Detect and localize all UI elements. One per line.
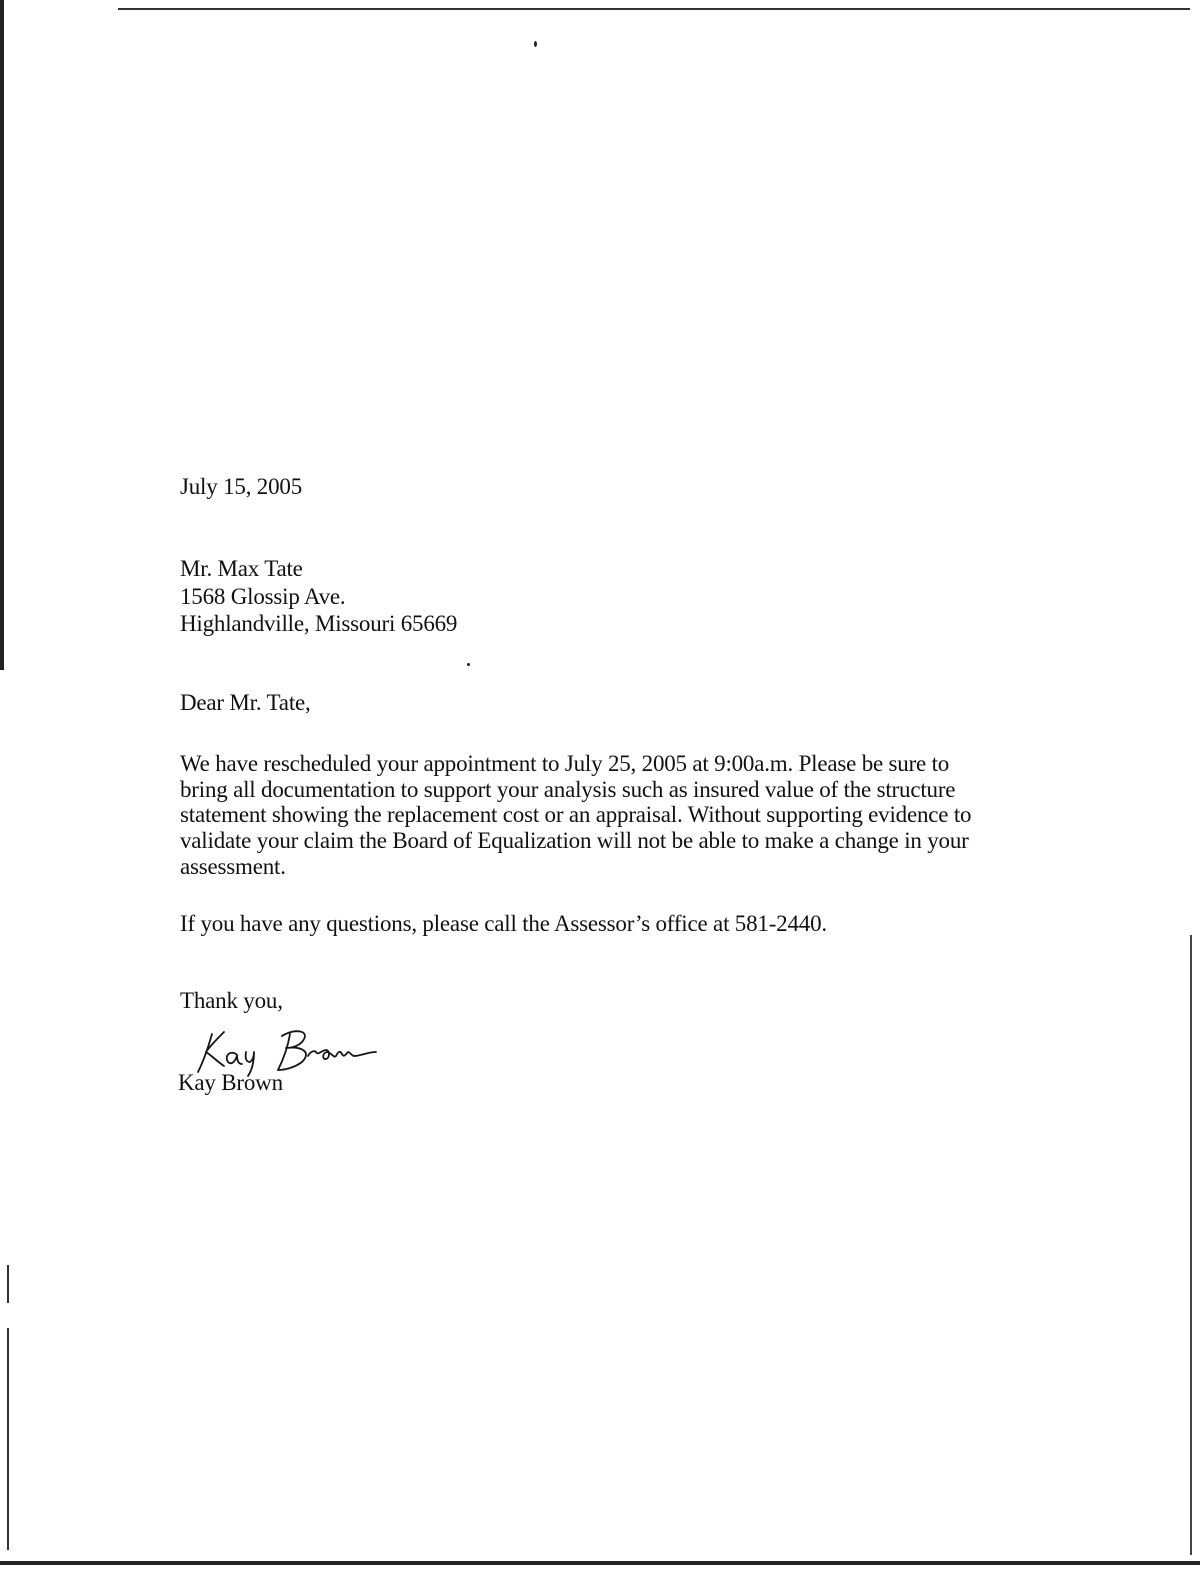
scan-bottom-rule <box>0 1561 1200 1565</box>
signer-name: Kay Brown <box>178 1070 283 1095</box>
questions-paragraph: If you have any questions, please call the Assessor’s office at 581-2440. <box>180 911 827 936</box>
recipient-name: Mr. Max Tate <box>180 556 303 581</box>
salutation: Dear Mr. Tate, <box>180 690 311 715</box>
recipient-city-state-zip: Highlandville, Missouri 65669 <box>180 611 458 636</box>
recipient-street: 1568 Glossip Ave. <box>180 584 346 609</box>
scan-left-mark <box>7 1328 9 1550</box>
scan-speck <box>467 663 470 666</box>
scan-speck <box>534 41 537 47</box>
body-line: bring all documentation to support your analysis such as insured value of the structure <box>180 777 956 802</box>
body-line: assessment. <box>180 854 286 879</box>
letter-date: July 15, 2005 <box>180 474 302 499</box>
scan-right-edge <box>1190 935 1192 1555</box>
scan-left-edge <box>0 0 4 670</box>
body-line: We have rescheduled your appointment to July 25, 2005 at 9:00a.m. Please be sure to <box>180 751 950 776</box>
body-line: statement showing the replacement cost or an appraisal. Without supporting evidence to <box>180 802 972 827</box>
scan-top-rule <box>118 8 1190 10</box>
body-line: validate your claim the Board of Equalization will not be able to make a change in your <box>180 828 969 853</box>
closing: Thank you, <box>180 988 283 1013</box>
scan-left-mark <box>7 1265 9 1303</box>
